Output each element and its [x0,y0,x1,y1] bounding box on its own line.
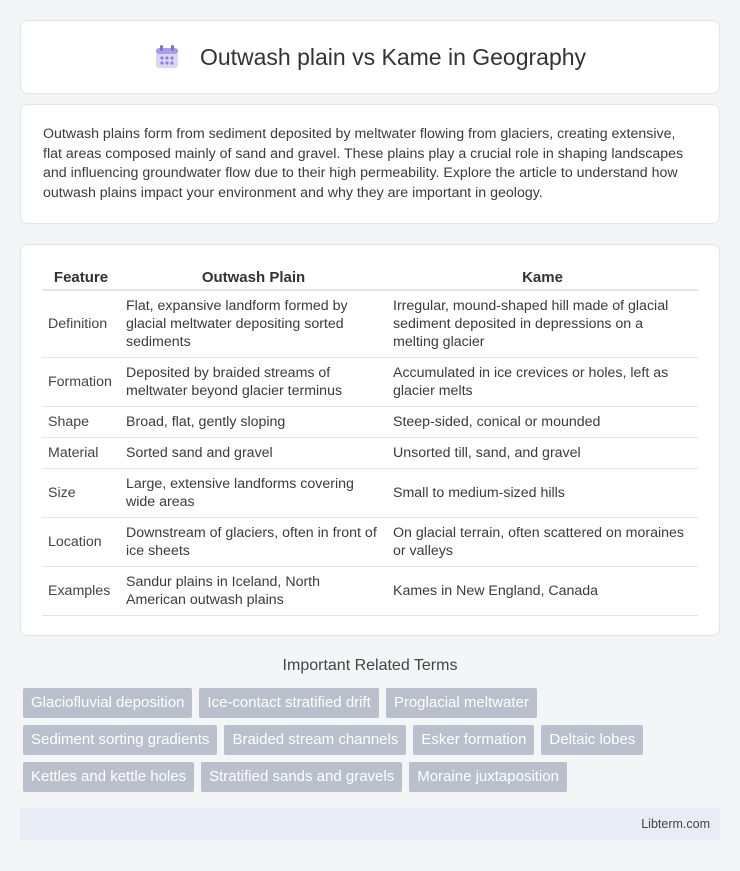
outwash-cell: Large, extensive landforms covering wide areas [120,469,387,518]
related-term-tag[interactable]: Braided stream channels [224,725,406,755]
kame-cell: Accumulated in ice crevices or holes, left as glacier melts [387,358,698,407]
table-row [42,567,698,616]
table-row [42,518,698,567]
tag-row [23,762,723,792]
intro-text: Outwash plains form from sediment deposited by meltwater flowing from glaciers, creating extensive, flat areas composed mainly of sand and gravel. These plains play a crucial role in shaping landscapes and influencing groundwater flow due to their high permeability. Explore the article to understand how outwash plains impact your environment and why they are important in geology. [43,126,684,201]
feature-cell: Location [42,518,120,567]
kame-cell: Irregular, mound-shaped hill made of glacial sediment deposited in depressions on a melting glacier [387,291,698,358]
outwash-cell: Flat, expansive landform formed by glacial meltwater depositing sorted sediments [120,291,387,358]
table-row [42,438,698,469]
related-term-tag[interactable]: Sediment sorting gradients [23,725,217,755]
outwash-cell: Sandur plains in Iceland, North American outwash plains [120,567,387,616]
related-term-tag[interactable]: Ice-contact stratified drift [199,688,378,718]
related-terms-heading: Important Related Terms [282,657,458,674]
header-outwash-plain: Outwash Plain [120,265,387,291]
feature-cell: Material [42,438,120,469]
kame-cell: On glacial terrain, often scattered on moraines or valleys [387,518,698,567]
header-kame: Kame [387,265,698,291]
kame-cell: Unsorted till, sand, and gravel [387,438,698,469]
comparison-table-card [20,244,720,636]
table-header-row [42,265,698,291]
related-term-tag[interactable]: Kettles and kettle holes [23,762,194,792]
page-title: Outwash plain vs Kame in Geography [199,43,587,70]
feature-cell: Definition [42,291,120,358]
outwash-cell: Deposited by braided streams of meltwater beyond glacier terminus [120,358,387,407]
related-terms [23,688,723,799]
related-term-tag[interactable]: Moraine juxtaposition [409,762,567,792]
related-term-tag[interactable]: Deltaic lobes [541,725,643,755]
comparison-table [42,265,698,616]
feature-cell: Examples [42,567,120,616]
header-feature: Feature [42,265,120,291]
kame-cell: Kames in New England, Canada [387,567,698,616]
related-term-tag[interactable]: Proglacial meltwater [386,688,537,718]
title-card [20,20,720,94]
related-term-tag[interactable]: Stratified sands and gravels [201,762,402,792]
outwash-cell: Sorted sand and gravel [120,438,387,469]
table-row [42,358,698,407]
related-term-tag[interactable]: Glaciofluvial deposition [23,688,192,718]
calendar-icon [154,44,180,70]
related-term-tag[interactable]: Esker formation [413,725,534,755]
footer-site-link[interactable]: Libterm.com [641,817,710,831]
table-row [42,291,698,358]
table-row [42,469,698,518]
tag-row [23,725,723,755]
feature-cell: Size [42,469,120,518]
outwash-cell: Downstream of glaciers, often in front of ice sheets [120,518,387,567]
outwash-cell: Broad, flat, gently sloping [120,407,387,438]
kame-cell: Steep-sided, conical or mounded [387,407,698,438]
tag-row [23,688,723,718]
footer [20,808,720,840]
kame-cell: Small to medium-sized hills [387,469,698,518]
feature-cell: Formation [42,358,120,407]
feature-cell: Shape [42,407,120,438]
intro-card [20,104,720,224]
table-row [42,407,698,438]
